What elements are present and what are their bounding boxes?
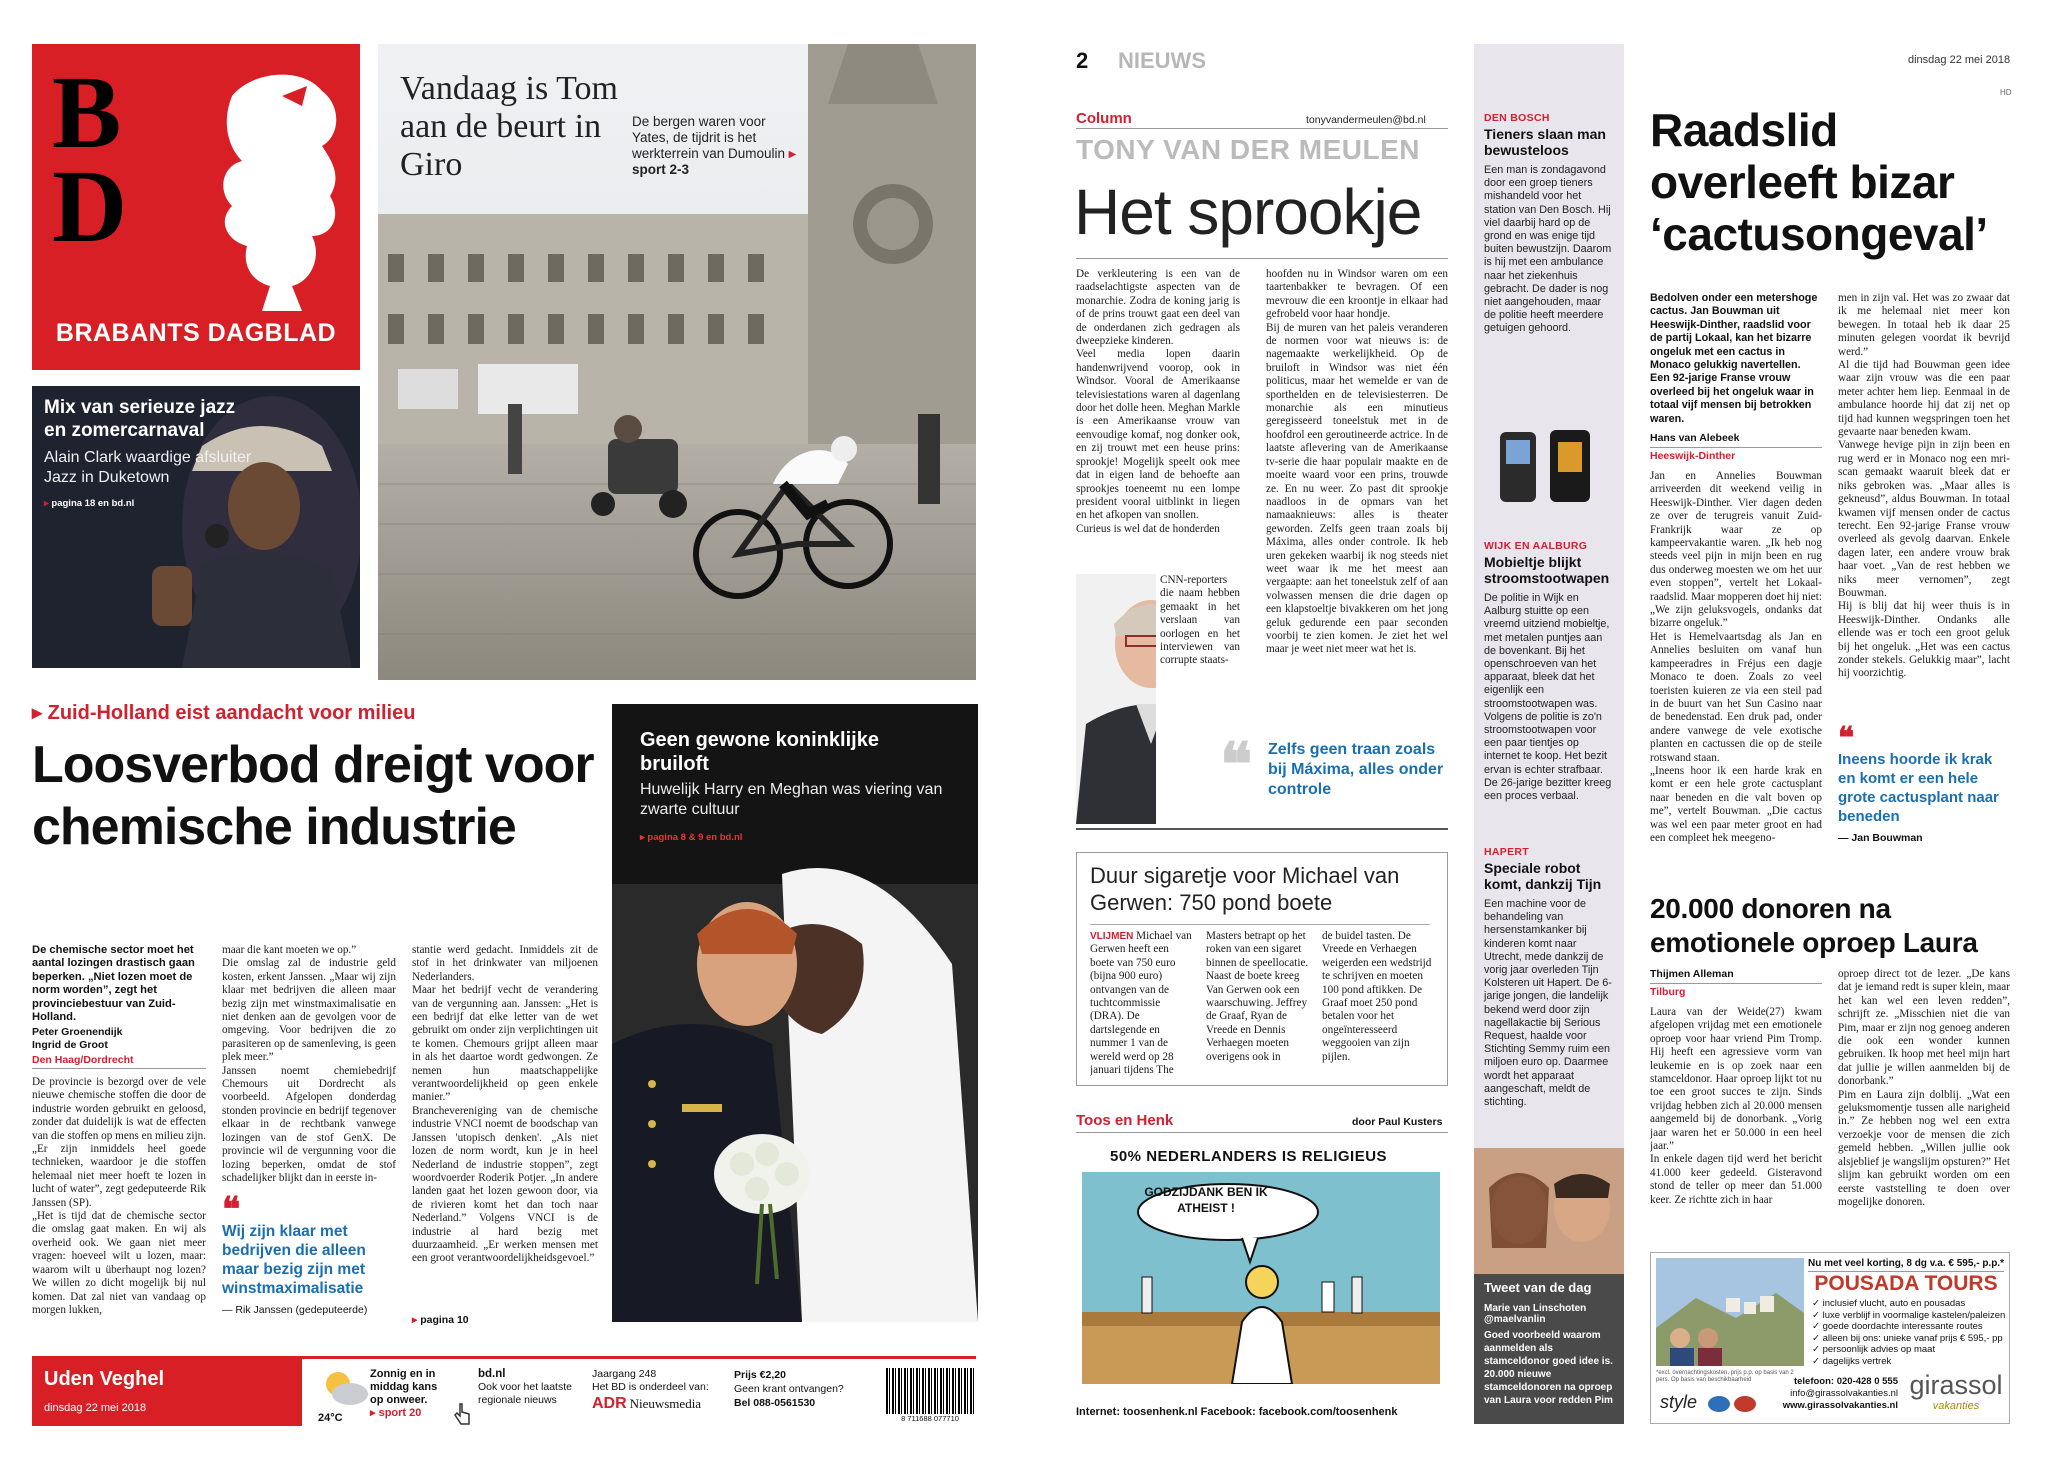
lead-column-1: De provincie is bezorgd over de vele nieuwe chemische stoffen die door de industrie worden gebruikt en geloosd, zonder dat duidelijk is wat de effecten van die stoffen op mens en milieu zijn. „Er zijn inmiddels heel goede technieken, waardoor je die stoffen helemaal niet meer hoeft te lozen in lucht of water”, zegt gedeputeerde Rik Janssen (SP). „Het is tijd dat de chemische sector die omslag gaat maken. En wij als overheid ook. We gaan niet meer vragen: hoeveel wilt u lozen, maar: waarom wilt u überhaupt nog lozen? We willen zo dicht mogelijk bij nul komen. Dat zal niet van vandaag op morgen lukken, bbox=[32, 1076, 206, 1316]
cactus-headline[interactable]: Raadslid overleeft bizar ‘cactusongeval’ bbox=[1650, 104, 1988, 260]
giro-subtitle: De bergen waren voor Yates, de tijdrit is het werkterrein van Dumoulin ▸ sport 2-3 bbox=[632, 114, 796, 177]
comic-balloon-text: GODZIJDANK BEN IK ATHEIST ! bbox=[1144, 1185, 1268, 1215]
column-email[interactable]: tonyvandermeulen@bd.nl bbox=[1306, 114, 1426, 126]
donors-column-1: Laura van der Weide(27) kwam afgelopen vrijdag met een emotionele oproep voor haar vriend Pim Tromp. Hij heeft een agressieve vorm van leukemie en is op zoek naar een stamceldonor. Haar oproep lijkt tot nu toe een groot succes te zijn. Sinds vrijdag hebben zich al 20.000 mensen aangemeld bij de donorbank. „Vorig jaar waren het er 50.000 in een heel jaar.” In enkele dagen tijd werd het bericht 41.000 keer gedeeld. Gisteravond stond de teller op meer dan 51.000 keer. Ze richtte zich in haar bbox=[1650, 1006, 1822, 1206]
sgr-logo-icon bbox=[1708, 1396, 1730, 1412]
cactus-dateline: Heeswijk-Dinther bbox=[1650, 450, 1736, 462]
donors-author: Thijmen Alleman bbox=[1650, 968, 1822, 984]
lead-headline[interactable]: Loosverbod dreigt voor chemische industrie bbox=[32, 736, 594, 856]
page-number: 2 bbox=[1076, 48, 1089, 73]
cactus-quote-author: — Jan Bouwman bbox=[1838, 832, 1923, 844]
tweet-author: Marie van Linschoten @maelvanlin bbox=[1484, 1303, 1587, 1325]
comic-links[interactable]: Internet: toosenhenk.nl Facebook: facebook.com/toosenhenk bbox=[1076, 1406, 1398, 1418]
website-promo-text: Ook voor het laatste regionale nieuws bbox=[478, 1381, 572, 1406]
lead-kicker: ▸ Zuid-Holland eist aandacht voor milieu bbox=[32, 702, 416, 724]
column-pullquote bbox=[1220, 731, 1448, 800]
column-title[interactable]: Het sprookje bbox=[1074, 176, 1422, 248]
sidebar-body: Een man is zondagavond door een groep tieners mishandeld voor het station van Den Bosch. Hij viel daarbij hard op de grond en was enige tijd buiten bewustzijn. Daarom is hij met een ambulance naar het ziekenhuis gebracht. De dader is nog niet aangehouden, maar de politie heeft meerdere getuigen gehoord. bbox=[1484, 164, 1612, 335]
service-phone: Bel 088-0561530 bbox=[734, 1397, 816, 1409]
ad-bullet: ✓ goede doordachte interessante routes bbox=[1812, 1321, 1983, 1332]
ad-bullet: ✓ inclusief vlucht, auto en pousadas bbox=[1812, 1298, 1966, 1309]
jazz-page-ref: ▸ pagina 18 en bd.nl bbox=[44, 498, 135, 509]
darts-headline[interactable]: Duur sigaretje voor Michael van Gerwen: 750 pond boete bbox=[1090, 863, 1400, 915]
darts-column-2: Masters betrapt op het roken van een sigaret binnen de speellocatie. Naast de boete kreeg Van Gerwen ook een waarschuwing. Jeffrey de Graaf, Ryan de Vreede en Dennis Verhaegen moeten overigens ook in bbox=[1206, 930, 1309, 1063]
group-name: Nieuwsmedia bbox=[629, 1396, 702, 1411]
price: Prijs €2,20 bbox=[734, 1369, 786, 1381]
section-name: NIEUWS bbox=[1118, 48, 1206, 73]
tweet-of-the-day[interactable] bbox=[1484, 1280, 1618, 1407]
masthead-logo[interactable] bbox=[32, 44, 360, 370]
royal-page-ref: ▸ pagina 8 & 9 en bd.nl bbox=[640, 832, 743, 843]
darts-dateline: VLIJMEN bbox=[1090, 931, 1134, 942]
girassol-logo bbox=[1904, 1370, 2008, 1412]
cactus-column-1: Jan en Annelies Bouwman arriveerden dit weekend veilig in Heeswijk-Dinther. Vier dagen deden ze over de terugreis vanuit Zuid-Frankrijk waar ze op kampeervakantie waren. „Ik heb nog steeds veel pijn in mijn been en rug dus onderweg moesten we om het uur even stoppen”, vertelt het Lokaal-raadslid. Maar mopperen doet hij niet: „We zijn geluksvogels, ondanks dat bizarre ongeluk.” Het is Hemelvaartsdag als Jan en Annelies besluiten om vanaf hun kampeeradres in Fréjus een dagje Monaco te doen. Zoals zo veel toeristen kuieren ze via een steil pad in de buurt van het Sun Casino naar de benedenstad. Een druk pad, onder andere vanwege de vele exotische planten en cactussen die op de steile rotswand staan. „Ineens hoor ik een harde krak en komt er een hele grote cactusplant naar beneden en die valt boven op me”, vertelt Bouwman. „Die cactus was wel een paar meter groot en had een compleet hek meegeno- bbox=[1650, 470, 1822, 844]
lead-intro: De chemische sector moet het aantal lozingen drastisch gaan beperken. „Niet lozen moet de norm worden”, zegt het provinciebestuur van Zuid-Holland. bbox=[32, 944, 195, 1024]
lead-pullquote bbox=[222, 1191, 396, 1316]
cactus-pullquote bbox=[1838, 722, 2010, 844]
phone-weapon-photo bbox=[1490, 426, 1610, 506]
donors-dateline: Tilburg bbox=[1650, 986, 1686, 998]
column-text-2: hoofden nu in Windsor waren om een taartenbakker te bevragen. Of een mevrouw die een kroontje in elkaar had gefrobeld voor haar hondje. Bij de muren van het paleis veranderen de normen voor wat nieuws is: de nagemaakte werkelijkheid. Op de bruiloft in Windsor was niet één politicus, maar het wemelde er van de sporthelden en de televisiesterren. De monarchie als een minutieus geregisseerd toneelstuk met in de hoofdrol een geroutineerde actrice. In de laatste aflevering van de Amerikaanse tv-serie die haar populair maakte en de moeite waard voor een prins, trouwde ze. En nu weer. Zo past dit sprookje naadloos in de opmars van het namaaknieuws: alles is theater geworden. Zelfs geen traan zoals bij Máxima, alles onder controle. Ik heb uren gekeken waarbij ik nog steeds niet weet waar ik me het meest aan vergaapte: aan het toneelstuk zelf of aan volwassen mensen die drie dagen op een klapstoeltje bivakkeren om het jong geluk gedurende een paar seconden voorbij te zien komen. Je ziet het wel maar je weet niet meer wat het is. bbox=[1266, 268, 1448, 656]
girassol-name: girassol bbox=[1909, 1370, 2003, 1400]
ad-bullet: ✓ luxe verblijf in voormalige kastelen/paleizen bbox=[1812, 1309, 2006, 1321]
cactus-author: Hans van Alebeek bbox=[1650, 432, 1822, 448]
quote-mark-icon: ❝ bbox=[1220, 731, 1253, 798]
page2-date: dinsdag 22 mei 2018 bbox=[1908, 54, 2011, 66]
edition-date: dinsdag 22 mei 2018 bbox=[44, 1402, 147, 1414]
quote-mark-icon: ❝ bbox=[222, 1191, 241, 1229]
publisher-info bbox=[592, 1368, 722, 1412]
ad-photo bbox=[1656, 1258, 1804, 1366]
donors-headline[interactable]: 20.000 donoren na emotionele oproep Laura bbox=[1650, 893, 1978, 958]
edition-name: Uden Veghel bbox=[44, 1368, 165, 1390]
ad-bullet: ✓ alleen bij ons: unieke vanaf prijs € 595,- pp bbox=[1812, 1332, 2003, 1344]
ad-title: POUSADA TOURS bbox=[1814, 1272, 1998, 1295]
ad-email[interactable]: info@girassolvakanties.nl bbox=[1790, 1388, 1898, 1399]
sidebar-kicker: DEN BOSCH bbox=[1484, 112, 1550, 124]
column-rule bbox=[1076, 128, 1448, 129]
ad-web[interactable]: www.girassolvakanties.nl bbox=[1782, 1400, 1898, 1411]
sidebar-item-hapert[interactable] bbox=[1484, 846, 1614, 1109]
lead-authors: Peter Groenendijk Ingrid de Groot bbox=[32, 1026, 123, 1051]
giro-headline[interactable]: Vandaag is Tom aan de beurt in Giro bbox=[400, 70, 618, 183]
darts-column-1: VLIJMEN Michael van Gerwen heeft een boete van 750 euro (bijna 900 euro) ontvangen van de tuchtcommissie (DRA). De dartslegende en nummer 1 van de wereld werd op 28 januari tijdens The bbox=[1090, 930, 1192, 1077]
lead-page-ref[interactable]: ▸ pagina 10 bbox=[412, 1314, 469, 1326]
barcode-number: 8 711688 077710 bbox=[901, 1414, 959, 1423]
tweet-photo bbox=[1474, 1148, 1624, 1274]
column-label: Column bbox=[1076, 110, 1132, 127]
sidebar-body: De politie in Wijk en Aalburg stuitte op een vreemd uitziend mobieltje, met metalen puntjes aan de bovenkant. Bij het openschroeven van het apparaat, bleek dat het eigenlijk een stroomstootwapen was. Volgens de politie is zo'n stroomstootwapen voor een paar tientjes op internet te koop. Het bezit ervan is echter strafbaar. De 26-jarige bezitter kreeg een proces verbaal. bbox=[1484, 592, 1612, 803]
edition-code: HD bbox=[2000, 88, 2012, 97]
ad-banner: Nu met veel korting, 8 dg v.a. € 595,- p.p.* bbox=[1808, 1258, 2004, 1272]
ad-fine-print: *excl. overnachtingskosten, prijs p.p. op basis van 2 pers. Op basis van beschikbaarheid bbox=[1656, 1370, 1794, 1383]
comic-caption: 50% NEDERLANDERS IS RELIGIEUS bbox=[1110, 1148, 1388, 1165]
donors-column-2: oproep direct tot de lezer. „De kans dat je iemand redt is super klein, maar het kan wel een leven redden”, schrijft ze. „Misschien niet die van Pim, maar er zijn nog genoeg anderen die ook een wonder kunnen gebruiken. Ik hoop met heel mijn hart dat jullie je willen aanmelden bij de donorbank.” Pim en Laura zijn dolblij. „Wat een geluksmomentje tussen alle narigheid in.” Ze hebben nog wel een extra verzoekje voor de mensen die zich gemeld hebben. „Willen jullie ook alsjeblief je wangslijm opsturen?” Het slijm kan gebruikt worden om een eerste vaststelling te doen over mogelijke donoren. bbox=[1838, 968, 2010, 1208]
barcode bbox=[886, 1368, 974, 1414]
sidebar-title: Mobieltje blijkt stroomstootwapen bbox=[1484, 554, 1610, 586]
royal-headline: Geen gewone koninklijke bruiloft bbox=[640, 729, 879, 775]
column-quote-text: Zelfs geen traan zoals bij Máxima, alles onder controle bbox=[1268, 741, 1444, 798]
column-text-1b: CNN-reporters die naam hebben gemaakt in het verslaan van oorlogen en het interviewen van corrupte staats- bbox=[1160, 574, 1240, 667]
weather-temperature: 24°C bbox=[318, 1412, 343, 1424]
ad-bullet-list bbox=[1812, 1298, 2008, 1367]
jazz-teaser[interactable] bbox=[44, 396, 254, 509]
adr-logo: ADR bbox=[592, 1395, 627, 1412]
column-bottom-rule bbox=[1076, 828, 1448, 830]
sidebar-kicker: HAPERT bbox=[1484, 846, 1529, 858]
weather-icon bbox=[318, 1366, 372, 1412]
comic-rule bbox=[1076, 1132, 1448, 1133]
delivery-text: Geen krant ontvangen? bbox=[734, 1383, 844, 1395]
style-logo: style bbox=[1660, 1392, 1698, 1412]
royal-teaser[interactable] bbox=[640, 728, 950, 843]
quote-mark-icon: ❝ bbox=[1838, 722, 1855, 755]
volume-number: Jaargang 248 bbox=[592, 1368, 657, 1380]
weather-forecast: Zonnig en in middag kans op onweer. ▸ sport 20 bbox=[370, 1368, 438, 1419]
lead-quote-text: Wij zijn klaar met bedrijven die alleen maar bezig zijn met winstmaximalisatie bbox=[222, 1223, 366, 1297]
column-author: TONY VAN DER MEULEN bbox=[1076, 134, 1420, 165]
column-title-rule bbox=[1076, 258, 1448, 259]
cactus-column-2: men in zijn val. Het was zo zwaar dat ik me helemaal niet meer kon bewegen. In totaal heb ik daar 25 minuten gelegen voordat ik bevrijd werd.” Al die tijd had Bouwman geen idee waar zijn vrouw was die een paar meter achter hem liep. Eenmaal in de ambulance hoorde hij dat zij net op tijd had kunnen wegspringen toen het gevaarte naar beneden kwam. Vanwege hevige pijn in zijn been en rug werd er in Monaco nog een mri-scan gemaakt waaruit bleek dat er niks gebroken was. „Maar alles is gekneusd”, aldus Bouwman. In totaal kwamen vijf mensen onder de cactus terecht. Een 92-jarige Franse vrouw overleed als gevolg daarvan. Enkele dagen later, een andere vrouw brak haar voet. „Van de rest hebben we niks meer vernomen”, zegt Bouwman. Hij is blij dat hij weer thuis is in Heeswijk-Dinther. Ondanks alle ellende was er toch een groot geluk bij het ongeluk. „Het was een cactus zonder stekels. Gelukkig maar”, lacht hij voorzichtig. bbox=[1838, 292, 2010, 680]
tweet-label: Tweet van de dag bbox=[1484, 1280, 1592, 1295]
sidebar-kicker: WIJK EN AALBURG bbox=[1484, 540, 1588, 552]
edition-box bbox=[32, 1358, 302, 1426]
lead-column-2: maar die kant moeten we op.” Die omslag zal de industrie geld kosten, erkent Janssen. „Maar wij zijn klaar met bedrijven die alleen maar bezig zijn met winstmaximalisatie en niet denken aan de gevolgen voor de omgeving. Voor bedrijven die zo parasiteren op de samenleving, is geen plek meer.” Janssen noemt chemiebedrijf Chemours uit Dordrecht als voorbeeld. Afgelopen donderdag stonden provincie en bedrijf tegenover elkaar in de rechtbank vanwege lozingen van de stof GenX. De provincie wil de vergunning voor die lozing beperken, omdat de stof schadelijker blijkt dan in eerste in- bbox=[222, 944, 396, 1184]
sidebar-title: Tieners slaan man bewusteloos bbox=[1484, 126, 1606, 158]
group-text: Het BD is onderdeel van: bbox=[592, 1381, 709, 1393]
tweet-text: Goed voorbeeld waarom aanmelden als stamceldonor goed idee is. 20.000 nieuwe stamceldonoren na oproep van Laura voor redden Pim bbox=[1484, 1330, 1613, 1406]
lion-logo-icon bbox=[192, 66, 348, 316]
cactus-quote-text: Ineens hoorde ik krak en komt er een hele grote cactusplant naar beneden bbox=[1838, 751, 1999, 825]
sidebar-item-den-bosch[interactable] bbox=[1484, 112, 1614, 336]
giro-page-ref[interactable]: sport 2-3 bbox=[632, 162, 690, 177]
ad-phone: telefoon: 020-428 0 555 bbox=[1793, 1376, 1898, 1387]
masthead-name: BRABANTS DAGBLAD bbox=[55, 319, 337, 347]
website-promo[interactable] bbox=[478, 1368, 584, 1407]
masthead-letters: B D bbox=[52, 55, 128, 264]
royal-subtitle: Huwelijk Harry en Meghan was viering van zwarte cultuur bbox=[640, 781, 943, 818]
anvr-logo-icon bbox=[1734, 1396, 1756, 1412]
sidebar-item-wijk-en-aalburg[interactable] bbox=[1484, 540, 1614, 803]
website-url: bd.nl bbox=[478, 1368, 506, 1380]
darts-column-3: de buidel tasten. De Vreede en Verhaegen weigerden een wedstrijd te schrijven en moeten 100 pond aftikken. De Graaf moet 250 pond betalen voor het ongeïnteresseerd weggooien van zijn pijlen. bbox=[1322, 930, 1432, 1063]
comic-credit: door Paul Kusters bbox=[1352, 1116, 1443, 1128]
price-info bbox=[734, 1368, 874, 1410]
ad-contact bbox=[1768, 1376, 1898, 1412]
cactus-intro: Bedolven onder een metershoge cactus. Jan Bouwman uit Heeswijk-Dinther, raadslid voor de partij Lokaal, kan het bizarre ongeluk met een cactus in Monaco gelukkig navertellen. Een 92-jarige Franse vrouw overleed bij het ongeluk waar in totaal vijf mensen bij betrokken waren. bbox=[1650, 292, 1818, 425]
lead-column-3: stantie werd gedacht. Inmiddels zit de stof in het drinkwater van miljoenen Nederlanders. Maar het bedrijf vecht de verandering van de vergunning aan. Janssen: „Het is een bedrijf dat elke letter van de wet gebruikt om onder zijn verplichtingen uit te komen. Chemours grijpt alleen maar in als het daartoe wordt gedwongen. Ze nemen hun maatschappelijke verantwoordelijkheid op geen enkele manier.” Branchevereniging van de chemische industrie VNCI noemt de boodschap van Janssen 'utopisch denken'. „Als niet lozen de norm wordt, kun je in heel Nederland de industrie stoppen”, zegt woordvoerder Roderik Potjer. „In andere landen gaat het lozen gewoon door, via de rivieren komt het dan toch naar Nederland.” Volgens VNCI is de industrie al hard bezig met duurzaamheid. „Er werken mensen met een groot verantwoordelijkheidsgevoel.” bbox=[412, 944, 598, 1265]
sidebar-title: Speciale robot komt, dankzij Tijn bbox=[1484, 860, 1602, 892]
jazz-subtitle: Alain Clark waardige afsluiter Jazz in Duketown bbox=[44, 449, 252, 486]
ad-bullet: ✓ persoonlijk advies op maat bbox=[1812, 1344, 1936, 1355]
touch-hand-icon bbox=[452, 1402, 472, 1426]
weather-page-ref: sport 20 bbox=[378, 1407, 422, 1419]
column-text-1: De verkleutering is een van de raadselachtigste aspecten van de monarchie. Zodra de koning jarig is of de prins trouwt gaat een deel van de onderdanen zich gedragen als dweepzieke kinderen. Veel media lopen daarin handenwrijvend voorop, ook in Windsor. Vooral de Amerikaanse televisiestations waren al dagenlang door het dolle heen. Meghan Markle is een Amerikaanse vrouw van eenvoudige komaf, nog donker ook, en zij trouwt met een heuse prins: sprookje! Mogelijk speelt ook mee dat in eigen land de behoefte aan sprookjes toeneemt nu een lompe president vooral uitblinkt in liegen en het afkopen van snollen. Curieus is wel dat de honderden bbox=[1076, 268, 1240, 535]
girassol-sub: vakanties bbox=[1932, 1400, 1980, 1412]
jazz-headline: Mix van serieuze jazz en zomercarnaval bbox=[44, 397, 236, 441]
comic-label: Toos en Henk bbox=[1076, 1112, 1174, 1129]
columnist-photo bbox=[1076, 574, 1156, 824]
lead-dateline: Den Haag/Dordrecht bbox=[32, 1054, 206, 1069]
sidebar-body: Een machine voor de behandeling van hersenstamkanker bij kinderen komt naar Utrecht, mede dankzij de vorig jaar overleden Tijn Kolsteren uit Hapert. De 6-jarige jongen, die landelijk bekend werd door zijn nagellakactie bij Serious Request, haalde voor Stichting Semmy ruim een miljoen euro op. Daarmee wordt het apparaat aangeschaft, meldt de stichting. bbox=[1484, 898, 1612, 1109]
lead-quote-author: — Rik Janssen (gedeputeerde) bbox=[222, 1304, 368, 1316]
ad-bullet: ✓ dagelijks vertrek bbox=[1812, 1355, 1892, 1367]
darts-rule bbox=[1090, 924, 1430, 925]
